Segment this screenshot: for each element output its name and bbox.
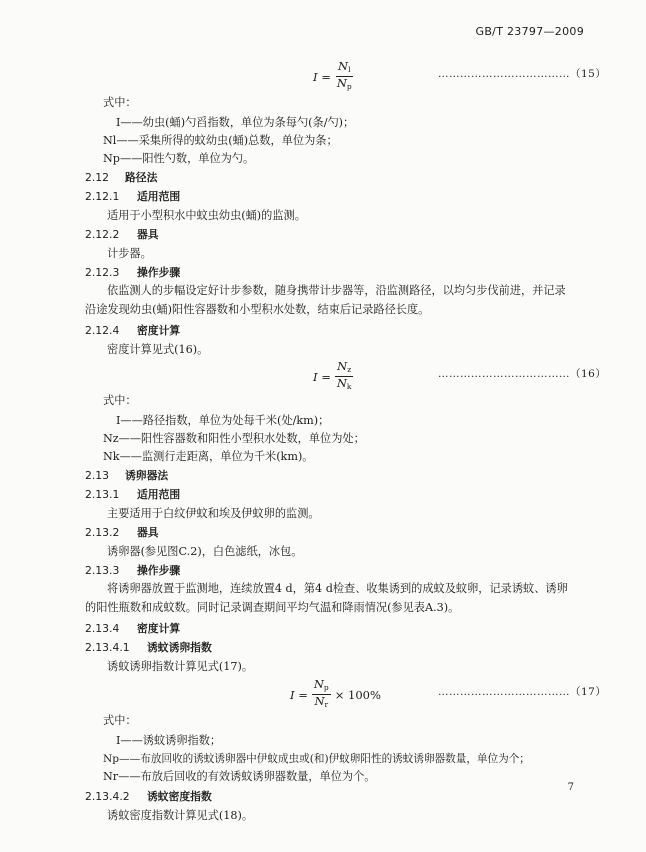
paragraph: 主要适用于白纹伊蚊和埃及伊蚊卵的监测。 [107, 507, 320, 520]
definition-item: Nk——监测行走距离，单位为千米(km)。 [103, 450, 314, 463]
definition-item: Nz——阳性容器数和阳性小型积水处数，单位为处； [103, 432, 365, 445]
section-heading: 2.12.4 密度计算 [85, 324, 181, 337]
definition-item: Nr——布放后回收的有效诱蚊诱卵器数量，单位为个。 [103, 770, 376, 783]
section-heading: 2.13.3 操作步骤 [85, 564, 181, 577]
standard-number: GB/T 23797—2009 [475, 25, 584, 38]
paragraph: 诱蚊密度指数计算见式(18)。 [107, 809, 254, 822]
section-heading: 2.12 路径法 [85, 171, 158, 184]
paragraph: 诱蚊诱卵指数计算见式(17)。 [107, 660, 254, 673]
where-label: 式中： [103, 394, 137, 407]
section-heading: 2.13.4.2 诱蚊密度指数 [85, 790, 212, 803]
definition-item: Np——布放回收的诱蚊诱卵器中伊蚊成虫或(和)伊蚊卵阳性的诱蚊诱卵器数量，单位为个； [103, 753, 530, 765]
equation-15 [313, 60, 354, 93]
equation-16-number: ………………………………（16） [438, 368, 607, 380]
definition-item: I——幼虫(蛹)勺舀指数，单位为条每勺(条/勺)； [116, 116, 355, 129]
paragraph: 诱卵器(参见图C.2)，白色滤纸，冰包。 [107, 545, 303, 558]
equation-17-number: ………………………………（17） [438, 686, 607, 698]
section-heading: 2.13.4 密度计算 [85, 622, 181, 635]
equation-15-number: ………………………………（15） [438, 68, 607, 80]
definition-item: Nl——采集所得的蚊幼虫(蛹)总数，单位为条； [103, 134, 338, 147]
section-heading: 2.13.1 适用范围 [85, 488, 181, 501]
definition-item: Np——阳性勺数，单位为勺。 [103, 152, 255, 165]
where-label: 式中： [103, 714, 137, 727]
paragraph: 依监测人的步幅设定好计步参数，随身携带计步器等，沿监测路径，以均匀步伐前进，并记录沿途发现幼虫(蛹)阳性容器数和小型积水处数，结束后记录路径长度。 [85, 284, 566, 316]
section-heading: 2.13.4.1 诱蚊诱卵指数 [85, 641, 212, 654]
eq16-fraction: $\frac{Nz}{Nk}$ [336, 359, 352, 391]
where-label: 式中： [103, 96, 137, 109]
paragraph: 将诱卵器放置于监测地，连续放置4 d，第4 d检查、收集诱到的成蚊及蚊卵，记录诱蚊、诱卵的阳性瓶数和成蚊数。同时记录调查期间平均气温和降雨情况(参见表A.3)。 [85, 582, 568, 614]
section-heading: 2.13 诱卵器法 [85, 469, 169, 482]
definition-item: I——诱蚊诱卵指数； [116, 734, 222, 747]
eq15-fraction: $\frac{Nl}{Np}$ [336, 59, 352, 91]
paragraph: 密度计算见式(16)。 [107, 343, 209, 356]
eq17-fraction: $\frac{Np}{Nr}$ [313, 677, 329, 709]
eq15-lhs: I = [313, 69, 331, 84]
equation-17: I = $\frac{Np}{Nr}$ × 100% [290, 677, 381, 709]
page-number: 7 [567, 782, 574, 793]
paragraph: 适用于小型积水中蚊虫幼虫(蛹)的监测。 [107, 209, 306, 222]
equation-16: I = $\frac{Nz}{Nk}$ [313, 359, 352, 391]
section-heading: 2.12.2 器具 [85, 228, 159, 241]
paragraph: 计步器。 [107, 247, 152, 260]
definition-item: I——路径指数，单位为处每千米(处/km)； [116, 414, 330, 427]
section-heading: 2.13.2 器具 [85, 526, 159, 539]
section-heading: 2.12.3 操作步骤 [85, 266, 181, 279]
section-heading: 2.12.1 适用范围 [85, 190, 181, 203]
